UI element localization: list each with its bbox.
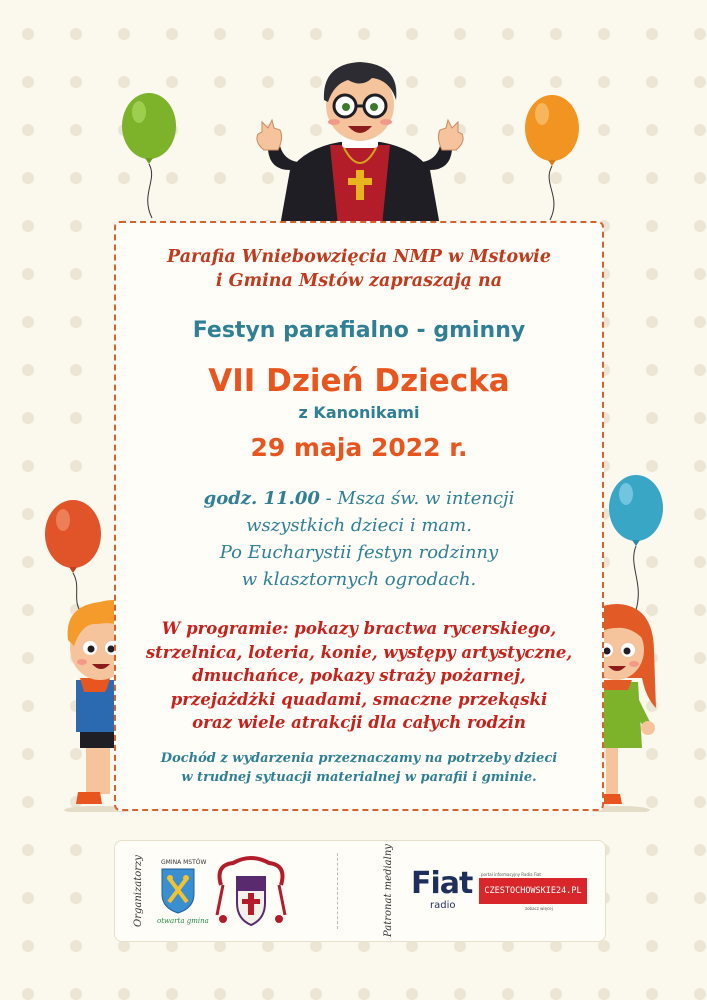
note-line-2: w trudnej sytuacji materialnej w parafii i gminie. (181, 770, 537, 785)
intro-line-1: Parafia Wniebowzięcia NMP w Mstowie (167, 247, 551, 267)
gmina-tagline: otwarta gmina (157, 917, 209, 925)
program-line-4: przejażdżki quadami, smaczne przekąski (170, 689, 548, 709)
event-date: 29 maja 2022 r. (250, 433, 468, 462)
organizers-intro (116, 245, 602, 293)
priest-illustration (250, 50, 470, 226)
mass-line-2: wszystkich dzieci i mam. (246, 515, 472, 536)
program-line-5: oraz wiele atrakcji dla całych rodzin (192, 713, 526, 732)
intro-line-2: i Gmina Mstów zapraszają na (215, 271, 503, 291)
orange-balloon (520, 92, 586, 222)
program-line-1: W programie: pokazy bractwa rycerskiego, (161, 619, 557, 638)
czestochowskie-subcaption: zobacz więcej (525, 906, 553, 911)
green-balloon (118, 90, 184, 220)
festyn-label: Festyn parafialno - gminny (192, 318, 526, 343)
blue-balloon (604, 472, 670, 612)
fiat-radio-logo: Fiat (411, 866, 473, 901)
event-subtitle: z Kanonikami (298, 403, 420, 422)
mass-line-1: - Msza św. w intencji (319, 488, 515, 509)
footer-divider (337, 853, 338, 929)
mass-line-4: w klasztornych ogrodach. (241, 569, 477, 590)
invitation-card (114, 221, 604, 811)
mass-info (116, 485, 602, 593)
sponsors-footer (114, 840, 606, 942)
program-line-2: strzelnica, loteria, konie, występy artystyczne, (145, 642, 573, 662)
program-info (116, 617, 602, 735)
czestochowskie-portal-caption: portal informacyjny Radia Fiat (481, 872, 541, 877)
gmina-label: GMINA MSTÓW (161, 859, 207, 866)
media-patron-label: Patronat medialny (383, 844, 394, 937)
mass-line-3: Po Eucharystii festyn rodzinny (219, 542, 499, 563)
organizers-label: Organizatorzy (133, 855, 144, 927)
czestochowskie24-logo: CZESTOCHOWSKIE24.PL (479, 878, 587, 904)
mass-time: godz. 11.00 (203, 488, 320, 509)
program-line-3: dmuchańce, pokazy straży pożarnej, (192, 666, 526, 685)
fiat-radio-sub: radio (430, 900, 456, 911)
charity-note (116, 749, 602, 787)
event-title: VII Dzień Dziecka (208, 363, 510, 399)
gmina-coat-of-arms-icon (161, 868, 195, 914)
note-line-1: Dochód z wydarzenia przeznaczamy na potrzeby dzieci (160, 751, 558, 766)
parish-coat-of-arms-icon (215, 855, 287, 933)
